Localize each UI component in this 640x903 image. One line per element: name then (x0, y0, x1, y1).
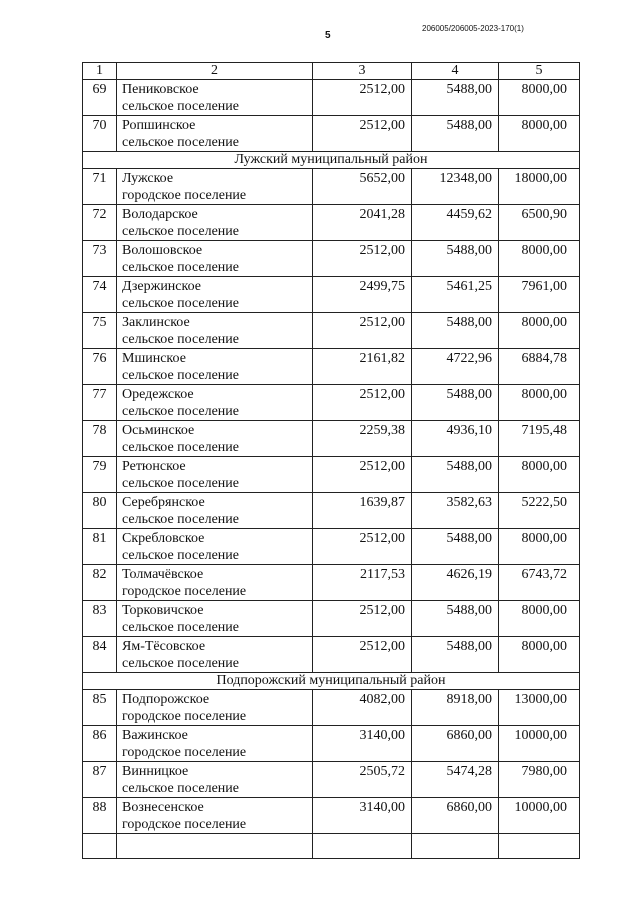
row-number: 82 (83, 565, 117, 601)
row-number: 73 (83, 241, 117, 277)
settlement-name: Торковичское (122, 603, 204, 618)
settlement-name-cell (117, 798, 313, 834)
value-column-3: 2512,00 (313, 385, 412, 421)
district-title: Лужский муниципальный район (83, 152, 580, 169)
table-row (83, 690, 580, 726)
settlement-name: Вознесенское (122, 800, 204, 815)
value-column-4: 5488,00 (412, 80, 499, 116)
column-number-header-row (83, 63, 580, 80)
settlement-name: Дзержинское (122, 279, 201, 294)
value-column-5: 8000,00 (499, 601, 580, 637)
settlement-name: Важинское (122, 728, 188, 743)
settlement-name: Подпорожское (122, 692, 210, 707)
row-number: 72 (83, 205, 117, 241)
value-column-4: 5488,00 (412, 529, 499, 565)
table-row (83, 169, 580, 205)
settlement-name-cell (117, 277, 313, 313)
row-number: 83 (83, 601, 117, 637)
value-column-5: 8000,00 (499, 116, 580, 152)
value-column-3: 2512,00 (313, 601, 412, 637)
settlement-name-cell (117, 80, 313, 116)
settlement-name-cell (117, 349, 313, 385)
settlement-name-cell (117, 529, 313, 565)
settlement-name-cell (117, 205, 313, 241)
value-column-3: 2512,00 (313, 80, 412, 116)
row-number: 75 (83, 313, 117, 349)
empty-cell (83, 834, 117, 859)
value-column-5: 8000,00 (499, 385, 580, 421)
empty-cell (412, 834, 499, 859)
settlement-name-cell (117, 726, 313, 762)
settlement-type: сельское поселение (122, 440, 239, 455)
settlement-name-cell (117, 565, 313, 601)
empty-cell (117, 834, 313, 859)
district-section-row (83, 152, 580, 169)
value-column-3: 2505,72 (313, 762, 412, 798)
value-column-4: 5488,00 (412, 241, 499, 277)
table-row (83, 421, 580, 457)
value-column-3: 5652,00 (313, 169, 412, 205)
settlement-type: сельское поселение (122, 224, 239, 239)
settlement-name-cell (117, 762, 313, 798)
row-number: 87 (83, 762, 117, 798)
settlement-name: Осьминское (122, 423, 195, 438)
table-row (83, 529, 580, 565)
settlement-name: Лужское (122, 171, 174, 186)
settlement-name-cell (117, 493, 313, 529)
settlement-name: Оредежское (122, 387, 194, 402)
row-number: 80 (83, 493, 117, 529)
row-number: 71 (83, 169, 117, 205)
settlement-name: Мшинское (122, 351, 186, 366)
table-row (83, 726, 580, 762)
settlement-type: сельское поселение (122, 656, 239, 671)
value-column-3: 4082,00 (313, 690, 412, 726)
row-number: 79 (83, 457, 117, 493)
table-continuation-row (83, 834, 580, 859)
table-row (83, 565, 580, 601)
table-row (83, 637, 580, 673)
value-column-5: 8000,00 (499, 457, 580, 493)
row-number: 78 (83, 421, 117, 457)
value-column-5: 8000,00 (499, 637, 580, 673)
table-row (83, 798, 580, 834)
table-row (83, 601, 580, 637)
table-row (83, 80, 580, 116)
settlement-name: Серебрянское (122, 495, 205, 510)
table-row (83, 762, 580, 798)
column-number-header: 1 (83, 63, 117, 80)
row-number: 85 (83, 690, 117, 726)
column-number-header: 3 (313, 63, 412, 80)
value-column-4: 6860,00 (412, 726, 499, 762)
value-column-5: 6743,72 (499, 565, 580, 601)
value-column-4: 4626,19 (412, 565, 499, 601)
settlement-type: сельское поселение (122, 296, 239, 311)
settlement-type: сельское поселение (122, 476, 239, 491)
column-number-header: 4 (412, 63, 499, 80)
settlement-name-cell (117, 637, 313, 673)
value-column-3: 2512,00 (313, 457, 412, 493)
settlement-name-cell (117, 241, 313, 277)
value-column-3: 2117,53 (313, 565, 412, 601)
value-column-5: 8000,00 (499, 529, 580, 565)
settlement-type: сельское поселение (122, 404, 239, 419)
value-column-5: 8000,00 (499, 313, 580, 349)
value-column-5: 10000,00 (499, 798, 580, 834)
settlement-type: сельское поселение (122, 781, 239, 796)
value-column-5: 7195,48 (499, 421, 580, 457)
settlement-name: Скребловское (122, 531, 205, 546)
settlement-type: городское поселение (122, 709, 247, 724)
value-column-4: 4722,96 (412, 349, 499, 385)
value-column-5: 8000,00 (499, 241, 580, 277)
value-column-3: 1639,87 (313, 493, 412, 529)
page-number: 5 (325, 30, 331, 41)
value-column-5: 5222,50 (499, 493, 580, 529)
value-column-4: 8918,00 (412, 690, 499, 726)
value-column-4: 4936,10 (412, 421, 499, 457)
settlement-name-cell (117, 601, 313, 637)
settlement-type: сельское поселение (122, 135, 239, 150)
settlement-name: Заклинское (122, 315, 190, 330)
settlement-type: сельское поселение (122, 260, 239, 275)
settlement-name-cell (117, 385, 313, 421)
value-column-4: 5488,00 (412, 457, 499, 493)
settlement-type: сельское поселение (122, 512, 239, 527)
value-column-5: 8000,00 (499, 80, 580, 116)
value-column-3: 2161,82 (313, 349, 412, 385)
value-column-4: 5461,25 (412, 277, 499, 313)
value-column-4: 5488,00 (412, 637, 499, 673)
row-number: 69 (83, 80, 117, 116)
settlement-name: Ропшинское (122, 118, 196, 133)
settlement-name-cell (117, 116, 313, 152)
column-number-header: 2 (117, 63, 313, 80)
settlement-type: городское поселение (122, 817, 247, 832)
row-number: 76 (83, 349, 117, 385)
settlement-name: Винницкое (122, 764, 189, 779)
district-section-row (83, 673, 580, 690)
settlement-name: Толмачёвское (122, 567, 204, 582)
value-column-4: 6860,00 (412, 798, 499, 834)
settlement-type: городское поселение (122, 188, 247, 203)
settlement-name-cell (117, 169, 313, 205)
settlement-type: городское поселение (122, 745, 247, 760)
value-column-4: 5488,00 (412, 385, 499, 421)
value-column-4: 3582,63 (412, 493, 499, 529)
row-number: 84 (83, 637, 117, 673)
value-column-3: 2041,28 (313, 205, 412, 241)
allocation-table (82, 62, 580, 859)
settlement-type: сельское поселение (122, 99, 239, 114)
value-column-4: 5474,28 (412, 762, 499, 798)
value-column-4: 5488,00 (412, 116, 499, 152)
value-column-4: 5488,00 (412, 313, 499, 349)
document-id: 206005/206005-2023-170(1) (422, 24, 524, 33)
value-column-5: 6500,90 (499, 205, 580, 241)
row-number: 74 (83, 277, 117, 313)
settlement-name-cell (117, 457, 313, 493)
table-row (83, 385, 580, 421)
row-number: 81 (83, 529, 117, 565)
value-column-3: 2512,00 (313, 116, 412, 152)
value-column-5: 7961,00 (499, 277, 580, 313)
value-column-3: 2512,00 (313, 529, 412, 565)
value-column-3: 2512,00 (313, 313, 412, 349)
table-row (83, 457, 580, 493)
row-number: 77 (83, 385, 117, 421)
value-column-4: 5488,00 (412, 601, 499, 637)
settlement-type: сельское поселение (122, 368, 239, 383)
settlement-type: сельское поселение (122, 620, 239, 635)
table-row (83, 493, 580, 529)
value-column-3: 2499,75 (313, 277, 412, 313)
value-column-5: 13000,00 (499, 690, 580, 726)
empty-cell (313, 834, 412, 859)
value-column-3: 3140,00 (313, 726, 412, 762)
value-column-4: 4459,62 (412, 205, 499, 241)
table-row (83, 349, 580, 385)
settlement-name: Ям-Тёсовское (122, 639, 206, 654)
table-row (83, 277, 580, 313)
row-number: 88 (83, 798, 117, 834)
table-row (83, 205, 580, 241)
settlement-name-cell (117, 313, 313, 349)
row-number: 70 (83, 116, 117, 152)
settlement-name: Ретюнское (122, 459, 186, 474)
row-number: 86 (83, 726, 117, 762)
value-column-5: 6884,78 (499, 349, 580, 385)
value-column-3: 3140,00 (313, 798, 412, 834)
column-number-header: 5 (499, 63, 580, 80)
settlement-type: сельское поселение (122, 548, 239, 563)
settlement-name: Волошовское (122, 243, 203, 258)
value-column-3: 2259,38 (313, 421, 412, 457)
settlement-name-cell (117, 690, 313, 726)
value-column-3: 2512,00 (313, 637, 412, 673)
table-row (83, 241, 580, 277)
settlement-type: сельское поселение (122, 332, 239, 347)
value-column-5: 18000,00 (499, 169, 580, 205)
value-column-4: 12348,00 (412, 169, 499, 205)
settlement-type: городское поселение (122, 584, 247, 599)
value-column-3: 2512,00 (313, 241, 412, 277)
value-column-5: 7980,00 (499, 762, 580, 798)
settlement-name: Пениковское (122, 82, 199, 97)
district-title: Подпорожский муниципальный район (83, 673, 580, 690)
empty-cell (499, 834, 580, 859)
settlement-name: Володарское (122, 207, 198, 222)
table-row (83, 116, 580, 152)
value-column-5: 10000,00 (499, 726, 580, 762)
settlement-name-cell (117, 421, 313, 457)
table-row (83, 313, 580, 349)
